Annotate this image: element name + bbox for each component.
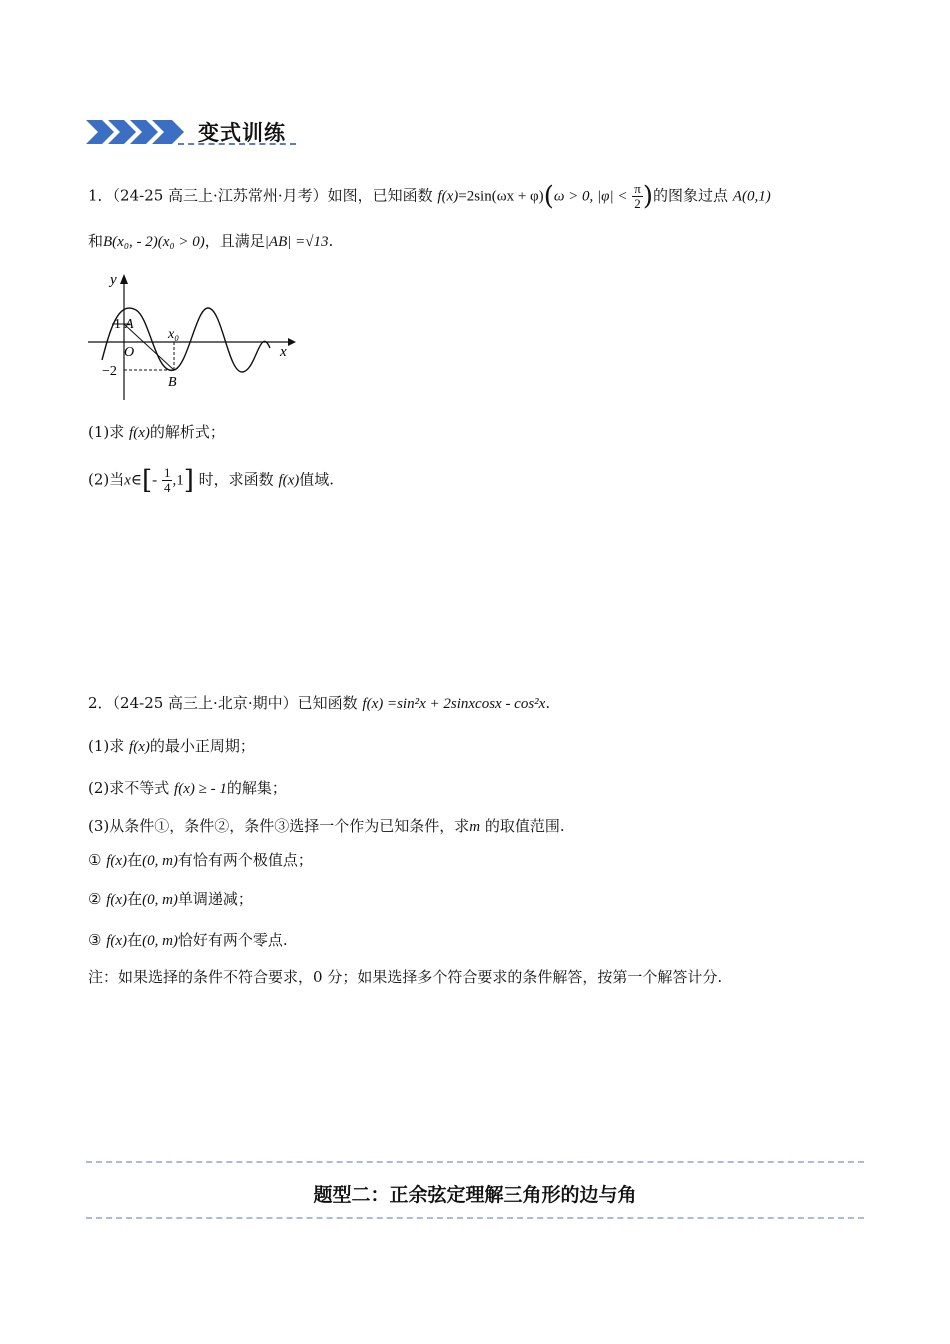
y-axis-arrow-icon bbox=[120, 274, 128, 284]
q1-ab-length: |AB| =√13 bbox=[264, 234, 329, 250]
q1-line2-lead: 和 bbox=[88, 232, 104, 250]
q2-lead: 已知函数 bbox=[297, 694, 358, 712]
q1-point-a: A(0,1) bbox=[732, 188, 771, 205]
q2-number: 2． bbox=[88, 694, 113, 712]
q1-part2-mid: 时，求函数 bbox=[198, 470, 274, 489]
q2-cond2-interval: (0, m) bbox=[142, 892, 178, 908]
q2-cond2 bbox=[88, 888, 253, 911]
q2-part1 bbox=[88, 735, 255, 758]
q2-note: 注：如果选择的条件不符合要求，0 分；如果选择多个符合要求的条件解答，按第一个解答计分. bbox=[88, 968, 723, 986]
q1-part2-x-in: x∈ bbox=[124, 472, 143, 489]
q1-part1-prefix: (1)求 bbox=[88, 423, 125, 441]
x-label: x bbox=[280, 344, 287, 360]
q1-part2-tail: ,1 bbox=[172, 472, 184, 489]
q1-part2-fx: f(x) bbox=[278, 472, 300, 489]
q2-part2-expr: f(x) ≥ - 1 bbox=[174, 781, 227, 797]
q2-cond1-zai: 在 bbox=[127, 851, 143, 869]
q1-line2-mid: ，且满足 bbox=[204, 232, 265, 250]
q1-lead: 如图，已知函数 bbox=[327, 186, 433, 205]
q2-cond2-zai: 在 bbox=[127, 890, 143, 908]
q2-cond3-zai: 在 bbox=[127, 931, 143, 949]
q2-cond2-mark: ② bbox=[88, 890, 102, 908]
q1-source: （24-25 高三上·江苏常州·月考） bbox=[112, 186, 328, 205]
one-label: 1 bbox=[114, 317, 121, 332]
section-separator-top bbox=[86, 1161, 864, 1163]
q2-cond3-fx: f(x) bbox=[106, 933, 128, 949]
q1-part2-suffix: 值域. bbox=[299, 470, 335, 489]
q1-fx: f(x) bbox=[437, 188, 459, 205]
b-label: B bbox=[168, 375, 177, 390]
q1-line1: 1．（24-25 高三上·江苏常州·月考）如图，已知函数 f(x)=2sin(ωx + φ)(ω > 0, |φ| < $\frac{\pi}{2}$ )的图象过点 A(0,1) bbox=[88, 181, 771, 212]
q2-cond2-fx: f(x) bbox=[106, 892, 128, 908]
q1-tail: 的图象过点 bbox=[653, 186, 729, 205]
q2-part2 bbox=[88, 777, 287, 800]
q1-part2-frac-num: 1 bbox=[163, 465, 171, 480]
q1-condition: ω > 0, |φ| < bbox=[553, 188, 628, 205]
q1-part1-suffix: 的解析式； bbox=[149, 423, 225, 441]
q2-part2-suffix: 的解集； bbox=[226, 779, 287, 797]
q2-cond1-interval: (0, m) bbox=[142, 853, 178, 869]
q2-formula: f(x) =sin²x + 2sinxcosx - cos²x bbox=[362, 696, 546, 712]
q2-part2-prefix: (2)求不等式 bbox=[88, 779, 170, 797]
q1-line2 bbox=[88, 230, 333, 253]
q2-cond3 bbox=[88, 929, 288, 952]
q2-end: . bbox=[545, 694, 551, 712]
banner-title: 变式训练 bbox=[198, 121, 286, 145]
chevron-arrows-icon bbox=[86, 118, 190, 146]
q1-part2-prefix: (2)当 bbox=[88, 470, 125, 489]
q2-part1-suffix: 的最小正周期； bbox=[149, 737, 255, 755]
q2-part3-text-b: 的取值范围. bbox=[480, 817, 565, 835]
y-label: y bbox=[110, 272, 117, 288]
o-label: O bbox=[124, 345, 135, 360]
q2-line1 bbox=[88, 692, 550, 715]
q2-cond1-suffix: 有恰有两个极值点； bbox=[177, 851, 313, 869]
banner-underline bbox=[178, 143, 296, 145]
q1-part2-frac bbox=[162, 466, 173, 495]
q2-part1-prefix: (1)求 bbox=[88, 737, 125, 755]
q1-frac-num: π bbox=[634, 181, 641, 196]
q2-part1-fx: f(x) bbox=[129, 739, 150, 755]
q1-point-b: B(x₀, - 2)(x₀ > 0) bbox=[103, 234, 205, 250]
section-separator-bottom bbox=[86, 1217, 864, 1219]
q1-part1-fx: f(x) bbox=[129, 425, 150, 441]
q2-cond1-fx: f(x) bbox=[106, 853, 128, 869]
q1-part2: (2)当x∈[- $\frac{1}{4}$ ,1] 时，求函数 f(x)值域. bbox=[88, 465, 335, 496]
q2-cond1 bbox=[88, 849, 313, 872]
minus2-label: −2 bbox=[102, 364, 117, 379]
q1-number: 1． bbox=[88, 186, 113, 205]
q2-source: （24-25 高三上·北京·期中） bbox=[112, 694, 298, 712]
q2-cond3-suffix: 恰好有两个零点. bbox=[177, 931, 288, 949]
q2-cond1-mark: ① bbox=[88, 851, 102, 869]
q1-part2-minus: - bbox=[152, 472, 158, 489]
q2-part3-m: m bbox=[469, 819, 481, 835]
q1-line2-end: . bbox=[328, 232, 334, 250]
q1-pi-over-2 bbox=[632, 182, 643, 211]
q2-cond3-interval: (0, m) bbox=[142, 933, 178, 949]
q1-part1 bbox=[88, 421, 225, 444]
q2-part3-text-a: (3)从条件①，条件②，条件③选择一个作为已知条件，求 bbox=[88, 817, 470, 835]
q1-formula: =2sin(ωx + φ) bbox=[458, 188, 544, 205]
x-axis-arrow-icon bbox=[288, 338, 296, 346]
q2-cond3-mark: ③ bbox=[88, 931, 102, 949]
q2-cond2-suffix: 单调递减； bbox=[177, 890, 253, 908]
q1-sine-graph bbox=[84, 268, 300, 404]
a-label: A bbox=[125, 317, 134, 332]
q1-frac-den: 2 bbox=[634, 196, 641, 211]
q1-part2-frac-den: 4 bbox=[163, 480, 171, 495]
section-title: 题型二：正余弦定理解三角形的边与角 bbox=[313, 1184, 637, 1206]
x0-label: x₀ bbox=[168, 327, 180, 342]
q2-part3 bbox=[88, 815, 565, 838]
